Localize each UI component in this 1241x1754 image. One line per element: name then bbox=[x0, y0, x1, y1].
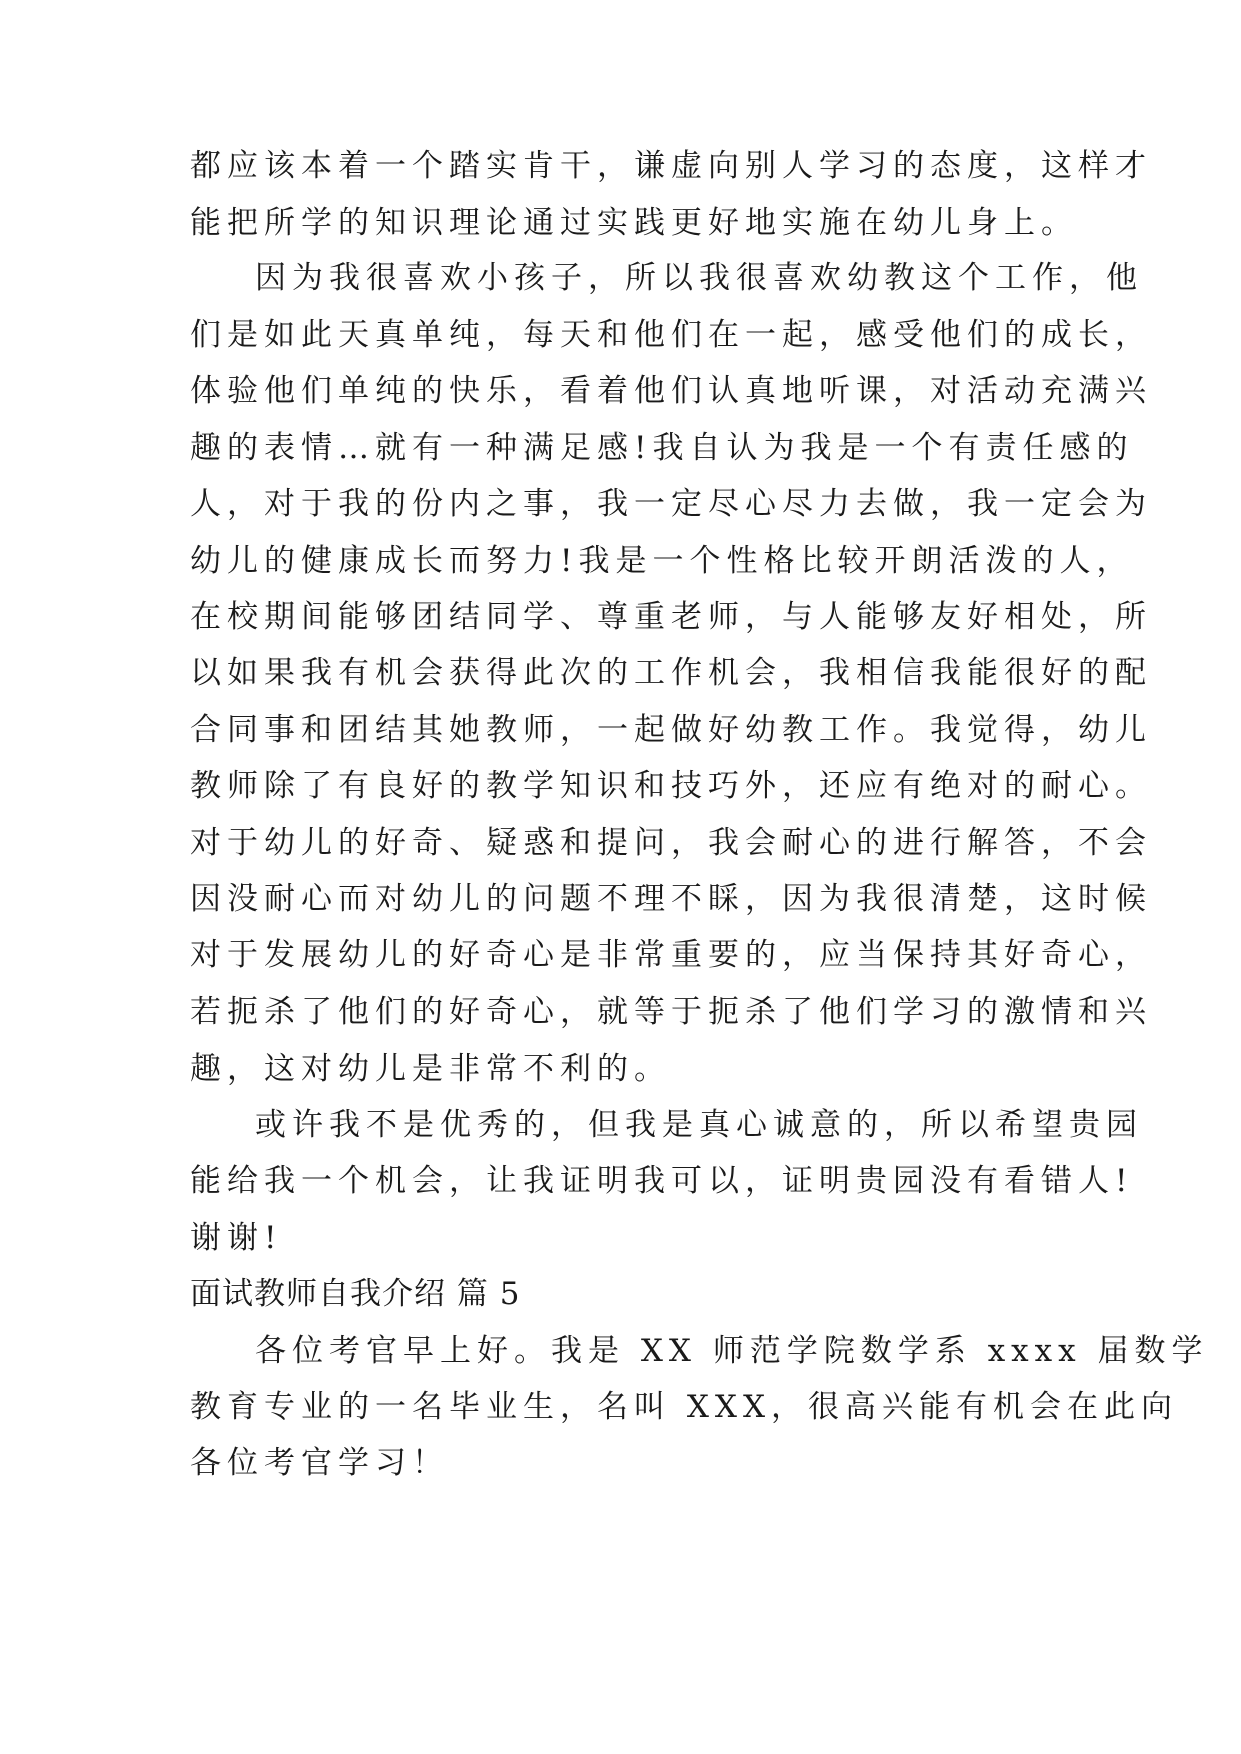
paragraph-line: 教师除了有良好的教学知识和技巧外，还应有绝对的耐心。 bbox=[190, 768, 1152, 804]
paragraph-line: 以如果我有机会获得此次的工作机会，我相信我能很好的配 bbox=[190, 655, 1152, 691]
paragraph-line: 体验他们单纯的快乐，看着他们认真地听课，对活动充满兴 bbox=[190, 373, 1152, 409]
paragraph-line: 能给我一个机会，让我证明我可以，证明贵园没有看错人! bbox=[190, 1163, 1134, 1199]
paragraph-line: 们是如此天真单纯，每天和他们在一起，感受他们的成长， bbox=[190, 317, 1152, 353]
paragraph-line: 或许我不是优秀的，但我是真心诚意的，所以希望贵园 bbox=[255, 1107, 1143, 1143]
paragraph-line: 趣，这对幼儿是非常不利的。 bbox=[190, 1051, 671, 1087]
paragraph-line: 幼儿的健康成长而努力!我是一个性格比较开朗活泼的人， bbox=[190, 543, 1134, 579]
paragraph-line: 对于发展幼儿的好奇心是非常重要的，应当保持其好奇心， bbox=[190, 937, 1152, 973]
paragraph-line: 各位考官学习！ bbox=[190, 1445, 449, 1481]
paragraph-line: 人，对于我的份内之事，我一定尽心尽力去做，我一定会为 bbox=[190, 486, 1152, 522]
paragraph-line: 教育专业的一名毕业生，名叫 XXX，很高兴能有机会在此向 bbox=[190, 1389, 1179, 1425]
paragraph-line: 因为我很喜欢小孩子，所以我很喜欢幼教这个工作，他 bbox=[255, 260, 1143, 296]
paragraph-line: 对于幼儿的好奇、疑惑和提问，我会耐心的进行解答，不会 bbox=[190, 825, 1152, 861]
paragraph-line: 各位考官早上好。我是 XX 师范学院数学系 xxxx 届数学 bbox=[255, 1333, 1209, 1369]
paragraph-line: 能把所学的知识理论通过实践更好地实施在幼儿身上。 bbox=[190, 205, 1078, 241]
paragraph-line: 在校期间能够团结同学、尊重老师，与人能够友好相处，所 bbox=[190, 599, 1152, 635]
paragraph-line: 谢谢! bbox=[190, 1220, 283, 1256]
paragraph-line: 合同事和团结其她教师，一起做好幼教工作。我觉得，幼儿 bbox=[190, 712, 1152, 748]
section-heading: 面试教师自我介绍 篇 5 bbox=[190, 1276, 521, 1312]
paragraph-line: 因没耐心而对幼儿的问题不理不睬，因为我很清楚，这时候 bbox=[190, 881, 1152, 917]
paragraph-line: 若扼杀了他们的好奇心，就等于扼杀了他们学习的激情和兴 bbox=[190, 994, 1152, 1030]
paragraph-line: 都应该本着一个踏实肯干，谦虚向别人学习的态度，这样才 bbox=[190, 148, 1152, 184]
paragraph-line: 趣的表情…就有一种满足感!我自认为我是一个有责任感的 bbox=[190, 430, 1134, 466]
